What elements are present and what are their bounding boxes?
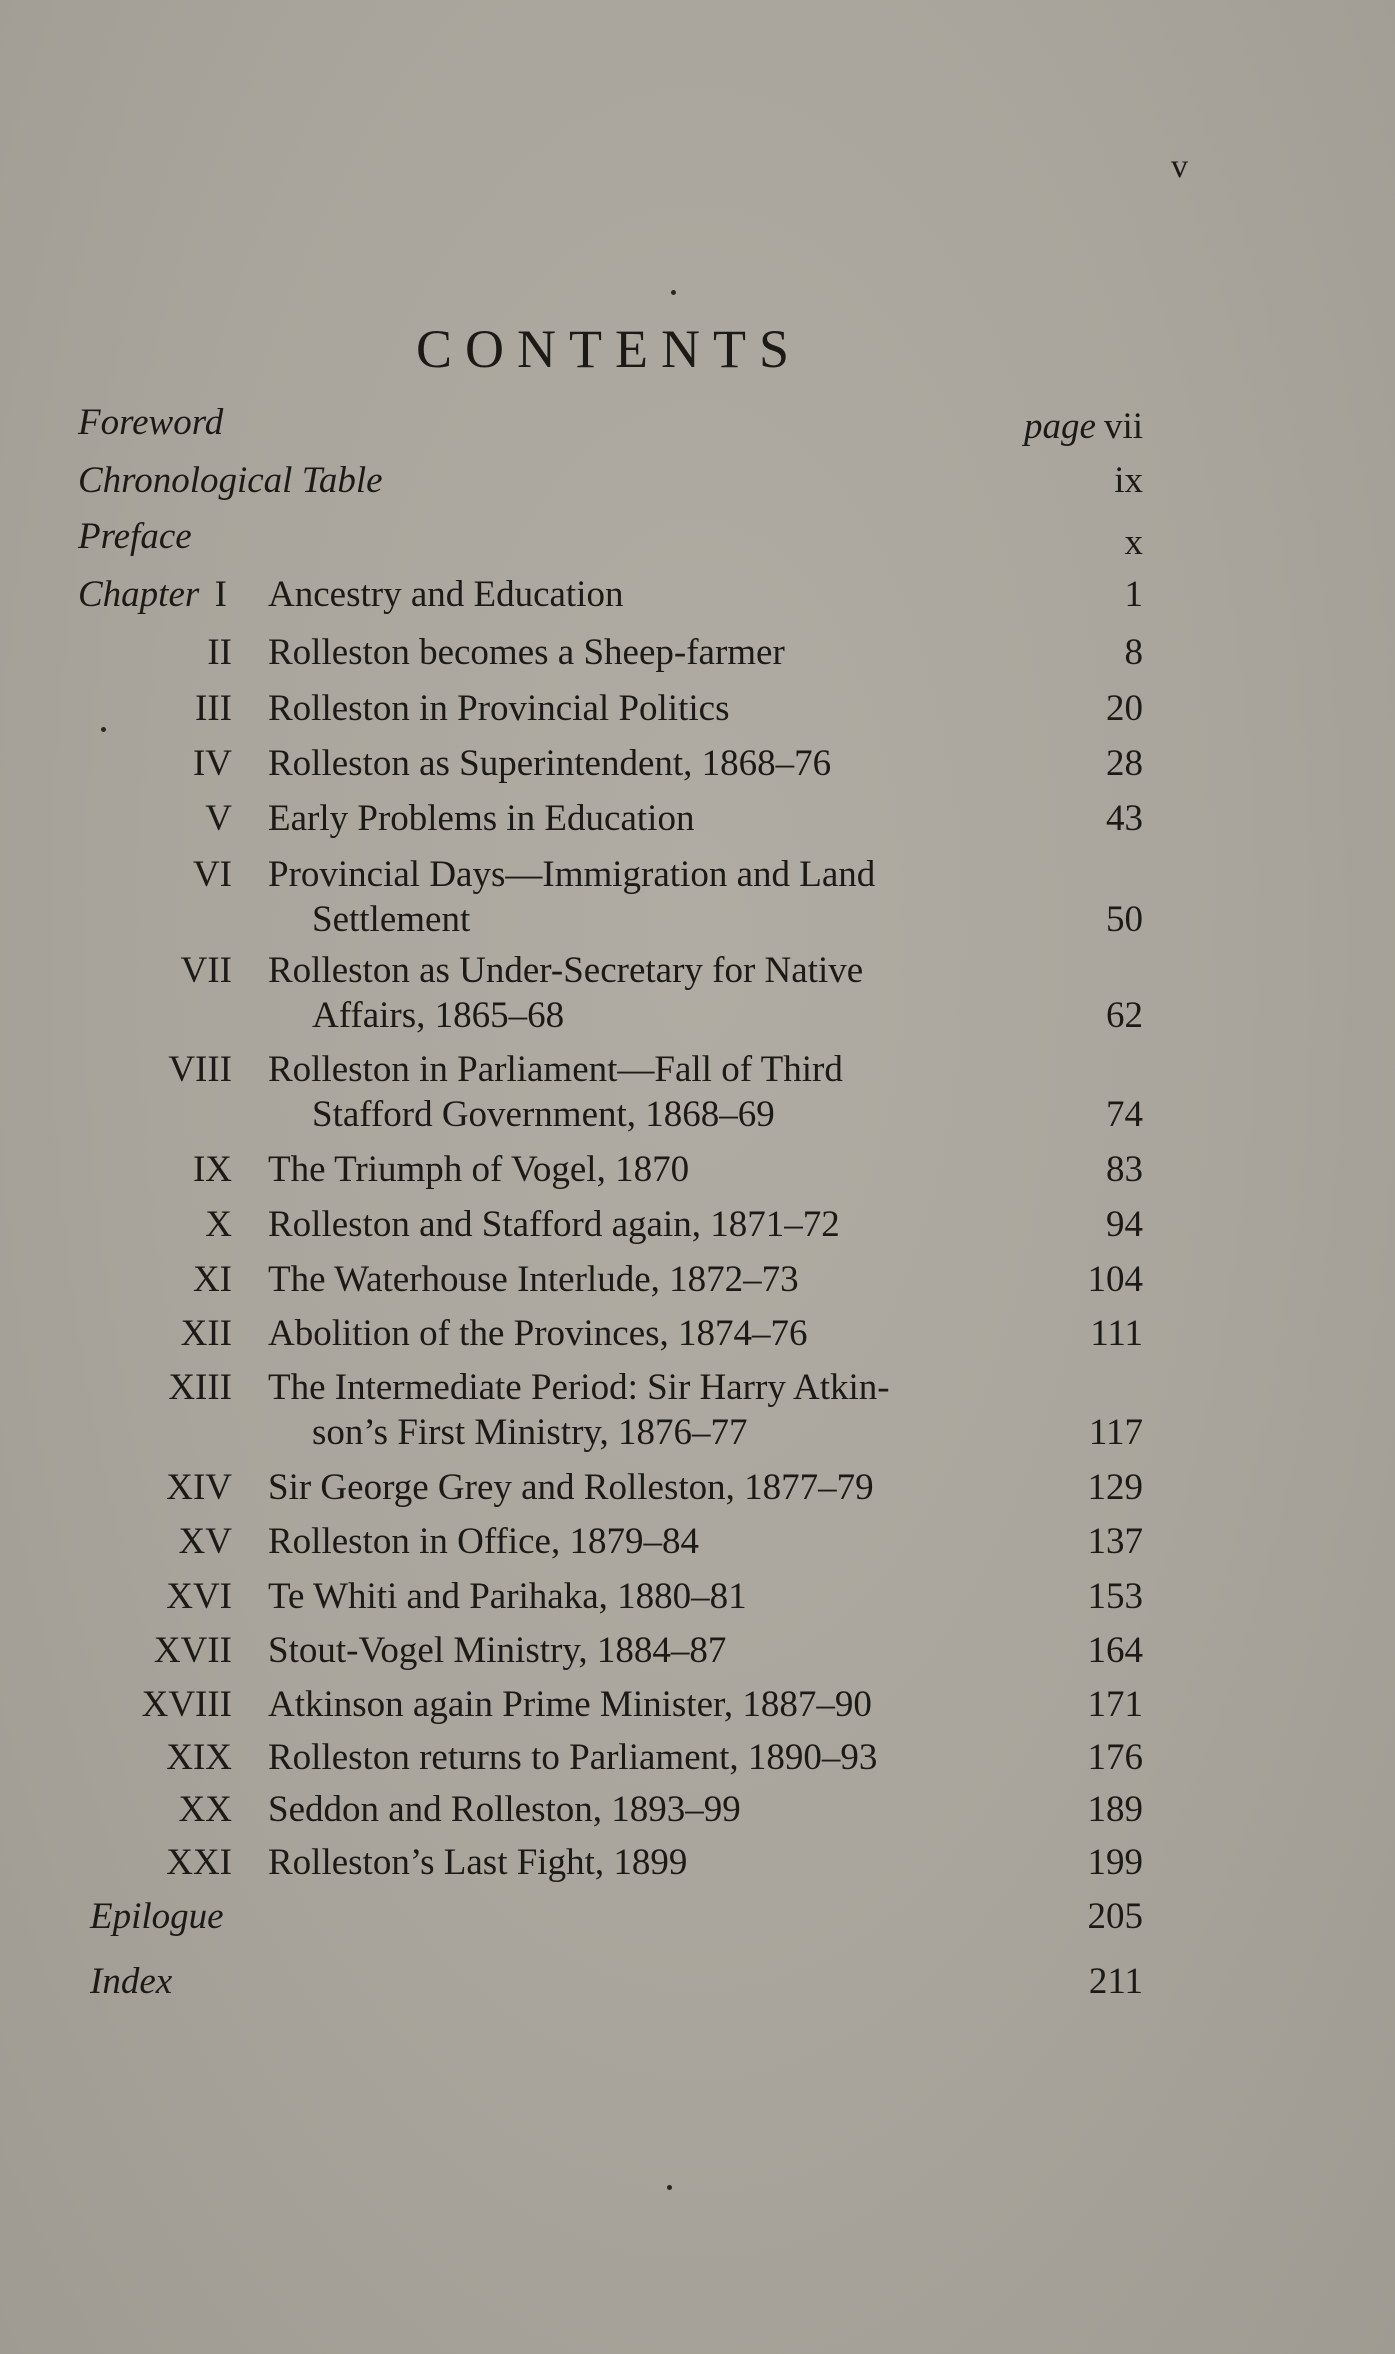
chapter-page: 74: [1106, 1094, 1143, 1135]
entry-page-number: 205: [1087, 1896, 1143, 1937]
chapter-page: 50: [1106, 899, 1143, 940]
chapter-page: 153: [1087, 1576, 1143, 1617]
chapter-numeral: XIII: [168, 1367, 232, 1408]
chapter-title: Rolleston and Stafford again, 1871–72: [268, 1204, 840, 1245]
chapter-title-continuation-wrap: [268, 993, 1023, 1038]
chapter-numeral: XVIII: [141, 1684, 232, 1725]
chapter-page: 43: [1106, 798, 1143, 839]
chapter-numeral: XIV: [166, 1467, 232, 1508]
entry-page-number: ix: [1114, 460, 1143, 501]
chapter-page: 94: [1106, 1204, 1143, 1245]
chapter-title: Rolleston in Provincial Politics: [268, 688, 730, 729]
chapter-numeral: V: [205, 798, 232, 839]
page-number: v: [1171, 148, 1189, 185]
chapter-title-continuation-wrap: [268, 1092, 1023, 1137]
entry-label: Preface: [78, 516, 192, 557]
entry-page-number: 211: [1088, 1961, 1143, 2002]
chapter-title: Ancestry and Education: [268, 574, 624, 615]
entry-page: [1024, 404, 1143, 449]
chapter-numeral: IX: [192, 1149, 232, 1190]
chapter-title-line-1: The Intermediate Period: Sir Harry Atkin-: [268, 1367, 890, 1408]
chapter-numeral: IV: [192, 743, 232, 784]
chapter-page: 189: [1087, 1789, 1143, 1830]
chapter-numeral: XIX: [166, 1737, 232, 1778]
chapter-title-line-2: Stafford Government, 1868–69: [312, 1094, 775, 1135]
chapter-title-continuation-wrap: [268, 1410, 1023, 1455]
page-prefix: page: [1024, 406, 1096, 447]
chapter-page: 171: [1087, 1684, 1143, 1725]
chapter-title: Early Problems in Education: [268, 798, 695, 839]
chapter-numeral: XI: [192, 1259, 232, 1300]
chapter-page: 8: [1124, 632, 1143, 673]
chapter-page: 137: [1087, 1521, 1143, 1562]
chapter-label: Chapter: [78, 574, 200, 615]
chapter-title: Stout-Vogel Ministry, 1884–87: [268, 1630, 727, 1671]
chapter-page: 62: [1106, 995, 1143, 1036]
chapter-numeral: VI: [192, 854, 232, 895]
chapter-page: 129: [1087, 1467, 1143, 1508]
chapter-numeral: X: [205, 1204, 232, 1245]
ink-speck: [667, 2185, 672, 2190]
chapter-title: The Waterhouse Interlude, 1872–73: [268, 1259, 799, 1300]
chapter-page: 28: [1106, 743, 1143, 784]
chapter-page: 83: [1106, 1149, 1143, 1190]
chapter-title: Rolleston in Office, 1879–84: [268, 1521, 699, 1562]
ink-speck: [101, 727, 106, 732]
chapter-numeral: VII: [180, 950, 232, 991]
chapter-numeral: XII: [180, 1313, 232, 1354]
chapter-page: 111: [1090, 1313, 1143, 1354]
ink-speck: [671, 290, 676, 295]
entry-page-number: vii: [1103, 406, 1143, 447]
contents-heading: CONTENTS: [416, 319, 802, 379]
chapter-page: 117: [1088, 1412, 1143, 1453]
chapter-page: 20: [1106, 688, 1143, 729]
chapter-numeral: XVII: [153, 1630, 232, 1671]
chapter-title: Rolleston’s Last Fight, 1899: [268, 1842, 688, 1883]
chapter-page: 176: [1087, 1737, 1143, 1778]
chapter-page: 104: [1087, 1259, 1143, 1300]
entry-page-number: x: [1124, 522, 1143, 563]
chapter-page: 199: [1087, 1842, 1143, 1883]
chapter-title: Te Whiti and Parihaka, 1880–81: [268, 1576, 747, 1617]
chapter-numeral: II: [207, 632, 232, 673]
chapter-numeral: XV: [178, 1521, 232, 1562]
chapter-title: Sir George Grey and Rolleston, 1877–79: [268, 1467, 874, 1508]
chapter-title-line-1: Provincial Days—Immigration and Land: [268, 854, 876, 895]
chapter-title-line-1: Rolleston in Parliament—Fall of Third: [268, 1049, 843, 1090]
chapter-title: Rolleston becomes a Sheep-farmer: [268, 632, 785, 673]
entry-label: Foreword: [78, 402, 224, 443]
chapter-numeral: XX: [178, 1789, 232, 1830]
chapter-title-line-2: son’s First Ministry, 1876–77: [312, 1412, 748, 1453]
chapter-numeral: I: [214, 574, 227, 615]
chapter-title-line-2: Affairs, 1865–68: [312, 995, 565, 1036]
chapter-title-continuation-wrap: [268, 897, 1023, 942]
chapter-title: Atkinson again Prime Minister, 1887–90: [268, 1684, 872, 1725]
chapter-page: 164: [1087, 1630, 1143, 1671]
chapter-title: Seddon and Rolleston, 1893–99: [268, 1789, 741, 1830]
chapter-title-line-2: Settlement: [312, 899, 471, 940]
chapter-page: 1: [1124, 574, 1143, 615]
chapter-numeral: VIII: [168, 1049, 232, 1090]
chapter-numeral: XVI: [166, 1576, 232, 1617]
chapter-title: Abolition of the Provinces, 1874–76: [268, 1313, 808, 1354]
chapter-title: Rolleston returns to Parliament, 1890–93: [268, 1737, 878, 1778]
entry-label: Epilogue: [90, 1896, 224, 1937]
entry-label: Index: [90, 1961, 173, 2002]
chapter-numeral: XXI: [166, 1842, 232, 1883]
chapter-title: Rolleston as Superintendent, 1868–76: [268, 743, 832, 784]
entry-label: Chronological Table: [78, 460, 383, 501]
chapter-title: The Triumph of Vogel, 1870: [268, 1149, 690, 1190]
chapter-title-line-1: Rolleston as Under-Secretary for Native: [268, 950, 864, 991]
chapter-numeral: III: [195, 688, 232, 729]
